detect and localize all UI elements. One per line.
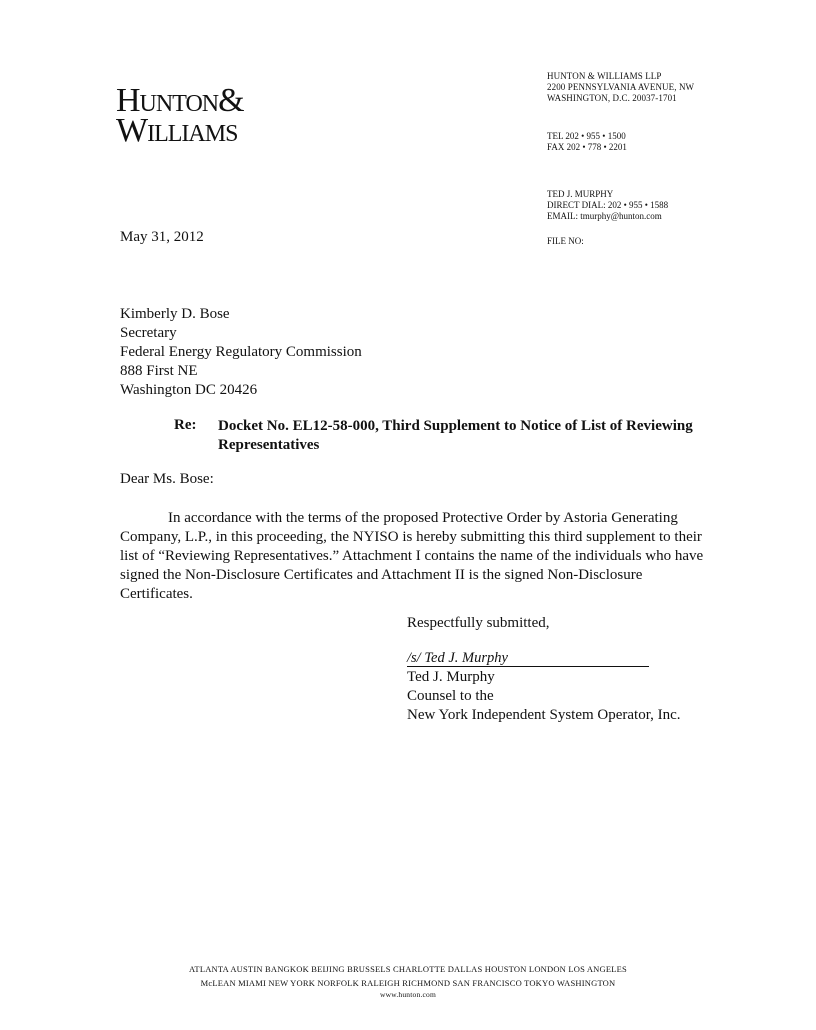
footer-offices-line-1: ATLANTA AUSTIN BANGKOK BEIJING BRUSSELS CHARLOTTE DALLAS HOUSTON LONDON LOS ANGELES	[189, 964, 627, 974]
file-number: FILE NO:	[547, 236, 584, 246]
attorney-email: EMAIL: tmurphy@hunton.com	[547, 211, 662, 221]
attorney-direct-dial: DIRECT DIAL: 202 • 955 • 1588	[547, 200, 669, 210]
signer-name: Ted J. Murphy	[407, 669, 495, 685]
closing: Respectfully submitted,	[407, 615, 550, 631]
firm-logo	[116, 82, 244, 149]
firm-city: WASHINGTON, D.C. 20037-1701	[547, 93, 677, 103]
recipient-title: Secretary	[120, 325, 177, 341]
signature-line: /s/ Ted J. Murphy	[407, 651, 649, 667]
recipient-street: 888 First NE	[120, 363, 198, 379]
office-locations-footer	[0, 962, 816, 1000]
recipient-name: Kimberly D. Bose	[120, 306, 230, 322]
recipient-city: Washington DC 20426	[120, 382, 258, 398]
attorney-name: TED J. MURPHY	[547, 189, 614, 199]
letter-body	[120, 509, 718, 604]
firm-phone-block	[547, 131, 627, 153]
logo-line-2: Williams	[116, 112, 238, 149]
firm-tel: TEL 202 • 955 • 1500	[547, 131, 626, 141]
firm-fax: FAX 202 • 778 • 2201	[547, 142, 627, 152]
attorney-contact-block	[547, 189, 668, 222]
logo-line-1: Hunton&	[116, 82, 244, 119]
recipient-address	[120, 305, 362, 400]
body-paragraph	[120, 509, 718, 604]
re-subject: Docket No. EL12-58-000, Third Supplement to Notice of List of Reviewing Representatives	[218, 418, 693, 453]
signer-organization: New York Independent System Operator, Inc.	[407, 707, 681, 723]
firm-street: 2200 PENNSYLVANIA AVENUE, NW	[547, 82, 695, 92]
letter-date: May 31, 2012	[120, 229, 204, 245]
re-label: Re:	[174, 417, 197, 433]
footer-website: www.hunton.com	[379, 990, 437, 999]
body-paragraph-text: In accordance with the terms of the proposed Protective Order by Astoria Generating Company, L.P., in this proceeding, the NYISO is hereby submitting this third supplement to their list of “Reviewing Representatives.” Attachment I contains the name of the individuals who have signed the Non-Disclosure Certificates and Attachment II is the signed Non-Disclosure Certificates.	[120, 510, 704, 602]
recipient-organization: Federal Energy Regulatory Commission	[120, 344, 362, 360]
firm-address-block	[547, 71, 694, 104]
firm-name: HUNTON & WILLIAMS LLP	[547, 71, 662, 81]
signer-block	[407, 668, 681, 725]
footer-offices-line-2: McLEAN MIAMI NEW YORK NORFOLK RALEIGH RICHMOND SAN FRANCISCO TOKYO WASHINGTON	[200, 978, 616, 988]
salutation: Dear Ms. Bose:	[120, 471, 214, 487]
signer-role: Counsel to the	[407, 688, 494, 704]
